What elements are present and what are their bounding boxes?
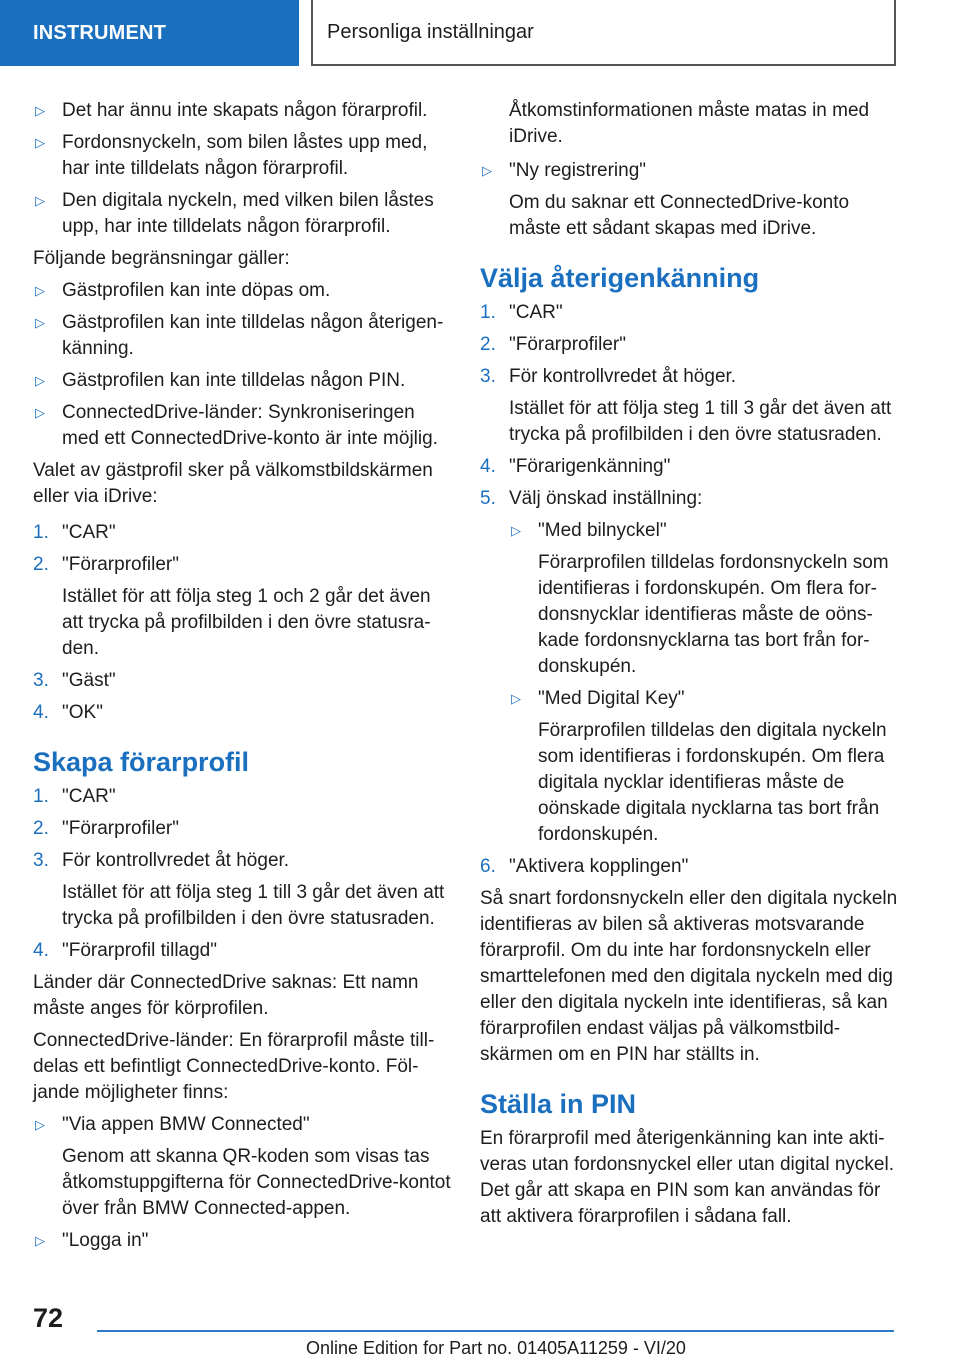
list-item: ▷ "Logga in"	[33, 1228, 451, 1254]
bullet-icon: ▷	[35, 283, 45, 298]
list-item: ▷ Fordonsnyckeln, som bilen låstes upp med, har inte tilldelats någon förarprofil.	[35, 132, 428, 179]
step-item: 1. "CAR"	[33, 522, 116, 543]
step-item: 3. "Gäst"	[33, 670, 116, 691]
footer-divider	[97, 1330, 894, 1332]
list-item: ▷ Den digitala nyckeln, med vilken bilen låstes upp, har inte tilldelats någon förarprofil.	[35, 190, 434, 237]
list-item: ▷ Det har ännu inte skapats någon förarprofil.	[33, 98, 451, 124]
restrictions-intro: Följande begränsningar gäller:	[33, 248, 290, 269]
step-item: 2. "Förarprofiler"	[480, 334, 626, 355]
list-item: ▷ Gästprofilen kan inte tilldelas någon återigenkänning.	[35, 312, 444, 359]
step-note: Istället för att följa steg 1 och 2 går det även att trycka på profilbilden i den övre statusraden.	[62, 586, 431, 659]
page-header	[311, 0, 896, 66]
option-note: Om du saknar ett ConnectedDrive-konto måste ett sådant skapas med iDrive.	[509, 192, 850, 239]
section-tab	[0, 0, 299, 66]
bullet-icon: ▷	[35, 315, 45, 330]
section-heading: Ställa in PIN	[480, 1089, 637, 1119]
bullet-icon: ▷	[35, 1117, 45, 1132]
step-item: 4. "OK"	[33, 702, 103, 723]
guest-intro: Valet av gästprofil sker på välkomstbildskärmen eller via iDrive:	[33, 460, 433, 507]
right-column	[480, 98, 898, 1236]
bullet-icon: ▷	[35, 1233, 45, 1248]
bullet-icon: ▷	[35, 103, 45, 118]
step-item: 2. "Förarprofiler"	[33, 818, 179, 839]
paragraph: Länder där ConnectedDrive saknas: Ett namn måste anges för körprofilen.	[33, 972, 419, 1019]
step-item: 2. "Förarprofiler" Istället för att följa steg 1 och 2 går det även att trycka på profilbilden i den övre statusraden.	[33, 552, 451, 662]
list-item: ▷ ConnectedDrive-länder: Synkroniseringen med ett ConnectedDrive-konto är inte möjlig.	[35, 402, 438, 449]
step-note: Istället för att följa steg 1 till 3 går det även att trycka på profilbilden i den övre statusraden.	[62, 882, 445, 929]
step-item: 4. "Förarprofil tillagd"	[33, 940, 217, 961]
bullet-icon: ▷	[35, 373, 45, 388]
continued-note: Åtkomstinformationen måste matas in med iDrive.	[509, 100, 870, 147]
section-label: INSTRUMENT	[33, 21, 167, 44]
edition-note: Online Edition for Part no. 01405A11259 - VI/20	[306, 1338, 686, 1358]
list-item: ▷ "Via appen BMW Connected" Genom att skanna QR-koden som visas tas åtkomstuppgifterna för ConnectedDrive-kontot över från BMW Connected-appen.	[33, 1112, 451, 1222]
step-item: 5. Välj önskad inställning: ▷ "Med bilnyckel" Förarprofilen tilldelas fordonsnyckeln som identifieras i fordonskupén. Om flera fordonsnycklar identifieras måste de oönskade fordonsnycklarna tas bort från fordonskupén. ▷ "Med Digital Key" Förarprofilen tilldelas den digitala nyckeln som identifieras i fordonskupén. Om flera digitala nycklar identifieras måste de oönskade digitala nycklarna tas bort från fordonskupén.	[480, 486, 898, 848]
option-note: Förarprofilen tilldelas den digitala nyckeln som identifieras i fordonskupén. Om flera digitala nycklar identifieras måste de oönskade digitala nycklarna tas bort från fordonskupén.	[538, 720, 887, 845]
step-item: 1. "CAR"	[480, 302, 563, 323]
list-item: ▷ Gästprofilen kan inte döpas om.	[33, 278, 451, 304]
option-note: Genom att skanna QR-koden som visas tas åtkomstuppgifterna för ConnectedDrive-kontot över från BMW Connected-appen.	[62, 1146, 451, 1219]
bullet-icon: ▷	[35, 405, 45, 420]
paragraph: Så snart fordonsnyckeln eller den digitala nyckeln identifieras av bilen så aktiveras motsvarande förarprofil. Om du inte har fordonsnyckeln eller smarttelefonen med den digitala nyckeln med dig eller den digitala nyckeln inte identifieras, så kan förarprofilen endast väljas på välkomstbildskärmen om en PIN har ställts in.	[480, 888, 898, 1065]
bullet-icon: ▷	[511, 523, 521, 538]
step-item: 6. "Aktivera kopplingen"	[480, 856, 689, 877]
bullet-icon: ▷	[35, 193, 45, 208]
page-title: Personliga inställningar	[327, 20, 534, 43]
list-item: ▷ "Ny registrering" Om du saknar ett ConnectedDrive-konto måste ett sådant skapas med iDrive.	[480, 158, 898, 242]
list-item: ▷ "Med bilnyckel" Förarprofilen tilldelas fordonsnyckeln som identifieras i fordonskupén. Om flera fordonsnycklar identifieras måste de oönskade fordonsnycklarna tas bort från fordonskupén.	[509, 518, 898, 680]
paragraph: En förarprofil med återigenkänning kan inte aktiveras utan fordonsnyckel eller utan digital nyckel. Det går att skapa en PIN som kan användas för att aktivera förarprofilen i sådana fall.	[480, 1128, 895, 1227]
left-column	[33, 98, 451, 1260]
bullet-icon: ▷	[482, 163, 492, 178]
option-note: Förarprofilen tilldelas fordonsnyckeln som identifieras i fordonskupén. Om flera fordonsnycklar identifieras måste de oönskade fordonsnycklarna tas bort från fordonskupén.	[538, 552, 889, 677]
bullet-icon: ▷	[35, 135, 45, 150]
nested-options	[509, 518, 898, 848]
paragraph: ConnectedDrive-länder: En förarprofil måste tilldelas ett befintligt ConnectedDrive-konto. Följande möjligheter finns:	[33, 1030, 435, 1103]
step-note: Istället för att följa steg 1 till 3 går det även att trycka på profilbilden i den övre statusraden.	[509, 398, 892, 445]
page-number: 72	[33, 1303, 64, 1333]
bullet-icon: ▷	[511, 691, 521, 706]
step-item: 1. "CAR"	[33, 786, 116, 807]
list-item: ▷ Gästprofilen kan inte tilldelas någon PIN.	[33, 368, 451, 394]
section-heading: Skapa förarprofil	[33, 747, 250, 777]
step-item: 4. "Förarigenkänning"	[480, 456, 671, 477]
section-heading: Välja återigenkänning	[480, 263, 760, 293]
list-item: ▷ "Med Digital Key" Förarprofilen tilldelas den digitala nyckeln som identifieras i fordonskupén. Om flera digitala nycklar identifieras måste de oönskade digitala nycklarna tas bort från fordonskupén.	[509, 686, 898, 848]
step-item: 3. För kontrollvredet åt höger. Istället för att följa steg 1 till 3 går det även att trycka på profilbilden i den övre statusraden.	[33, 848, 451, 932]
step-item: 3. För kontrollvredet åt höger. Istället för att följa steg 1 till 3 går det även att trycka på profilbilden i den övre statusraden.	[480, 364, 898, 448]
